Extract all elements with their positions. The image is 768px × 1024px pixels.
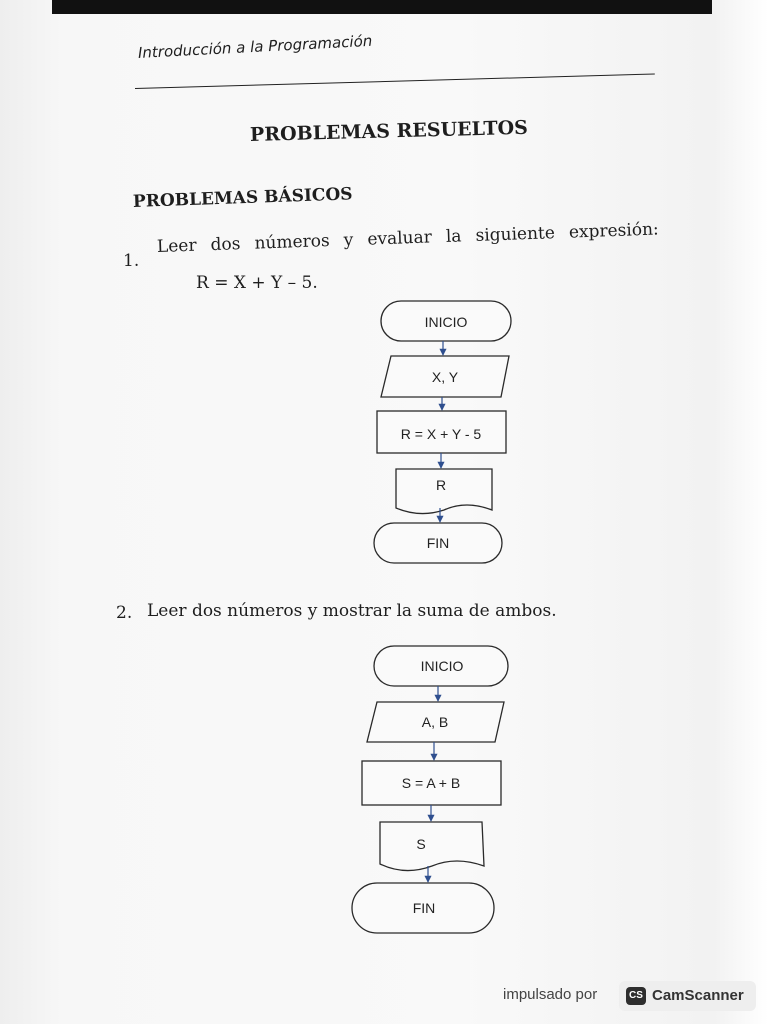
flowchart-2-output-document xyxy=(380,822,484,871)
flowchart-2-start-label: INICIO xyxy=(420,658,464,674)
flowchart-1-output-label: R xyxy=(435,477,447,493)
flowchart-1-process-label: R = X + Y - 5 xyxy=(400,426,482,442)
flowchart-1-input-label: X, Y xyxy=(431,369,459,385)
flowchart-2-process-label: S = A + B xyxy=(401,775,461,791)
camscanner-name: CamScanner xyxy=(652,987,744,1004)
camscanner-logo-icon: CS xyxy=(626,987,646,1005)
problem-1-number: 1. xyxy=(123,251,140,271)
flowchart-2-output-label: S xyxy=(416,836,426,852)
running-header-title: Introducción a la Programación xyxy=(137,31,373,62)
problem-1-statement: Leer dos números y evaluar la siguiente expresión: xyxy=(156,219,660,257)
flowchart-2-input-label: A, B xyxy=(421,714,449,730)
flowchart-1-start-label: INICIO xyxy=(424,314,468,330)
flowchart-1-end-label: FIN xyxy=(426,535,450,551)
problem-1-formula: R = X + Y – 5. xyxy=(196,273,318,293)
section-title: PROBLEMAS RESUELTOS xyxy=(249,116,529,146)
flowchart-2-end-label: FIN xyxy=(412,900,436,916)
problem-2-statement: Leer dos números y mostrar la suma de ambos. xyxy=(147,601,557,621)
powered-by-text: impulsado por xyxy=(503,986,598,1003)
subsection-title: PROBLEMAS BÁSICOS xyxy=(132,184,353,212)
problem-2-number: 2. xyxy=(116,603,133,623)
camscanner-badge xyxy=(619,981,756,1011)
